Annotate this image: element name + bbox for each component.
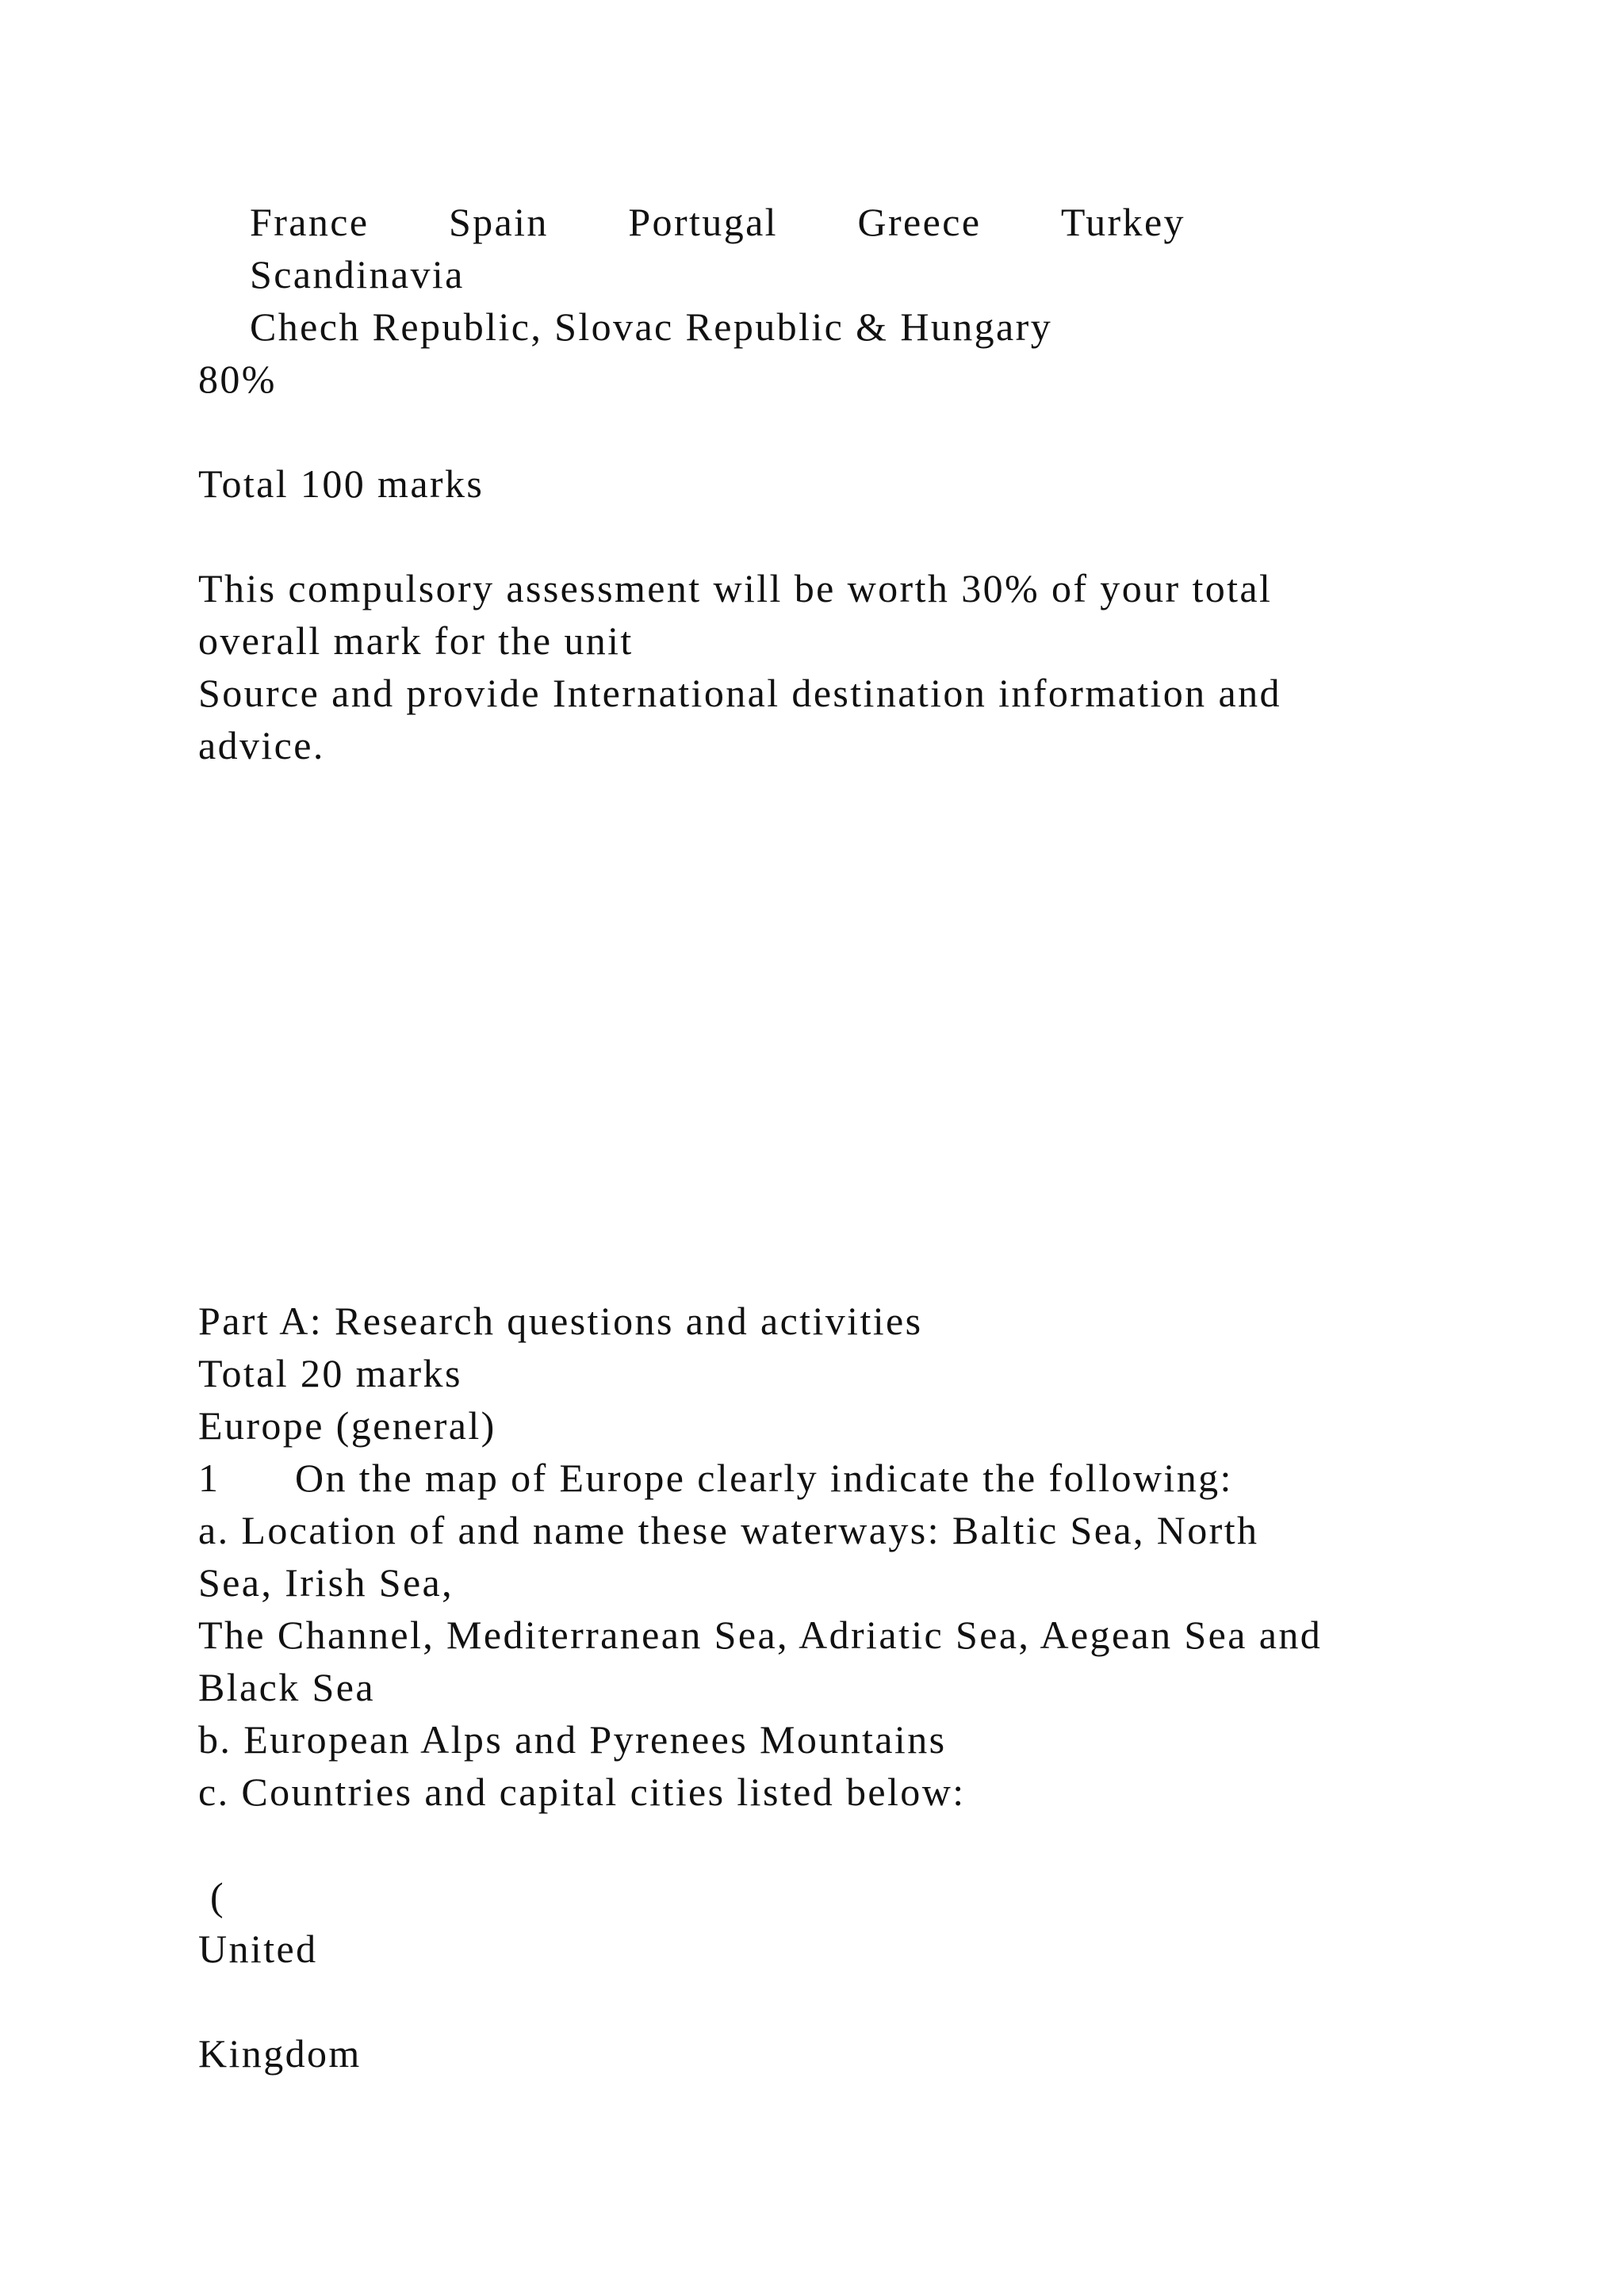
- source-line-2: advice.: [198, 723, 325, 767]
- scandinavia-line: Scandinavia: [250, 252, 465, 297]
- open-paren: (: [210, 1874, 226, 1919]
- item-a-line-1: a. Location of and name these waterways: Baltic Sea, North: [198, 1508, 1259, 1552]
- item-a-line-3: The Channel, Mediterranean Sea, Adriatic Sea, Aegean Sea and: [198, 1613, 1323, 1657]
- central-europe-line: Chech Republic, Slovac Republic & Hungary: [250, 304, 1053, 349]
- assessment-line-1: This compulsory assessment will be worth 30% of your total: [198, 566, 1273, 610]
- item-b-line: b. European Alps and Pyrenees Mountains: [198, 1717, 947, 1762]
- kingdom-line: Kingdom: [198, 2031, 362, 2076]
- assessment-line-2: overall mark for the unit: [198, 618, 634, 663]
- question-1-number: 1: [198, 1456, 220, 1500]
- part-a-title: Part A: Research questions and activities: [198, 1299, 923, 1343]
- country-spain: Spain: [448, 200, 549, 244]
- country-list-row: [250, 198, 1185, 246]
- part-a-total: Total 20 marks: [198, 1351, 462, 1395]
- country-greece: Greece: [857, 200, 982, 244]
- country-portugal: Portugal: [628, 200, 778, 244]
- part-a-region: Europe (general): [198, 1403, 496, 1448]
- country-france: France: [250, 200, 370, 244]
- source-line-1: Source and provide International destination information and: [198, 671, 1281, 715]
- item-a-line-2: Sea, Irish Sea,: [198, 1560, 454, 1605]
- question-1: [198, 1454, 1233, 1502]
- percent-line: 80%: [198, 357, 277, 401]
- item-c-line: c. Countries and capital cities listed below:: [198, 1770, 966, 1814]
- item-a-line-4: Black Sea: [198, 1665, 375, 1709]
- united-line: United: [198, 1927, 318, 1971]
- country-turkey: Turkey: [1060, 200, 1185, 244]
- question-1-text: On the map of Europe clearly indicate the following:: [295, 1456, 1233, 1500]
- total-marks-line: Total 100 marks: [198, 461, 485, 506]
